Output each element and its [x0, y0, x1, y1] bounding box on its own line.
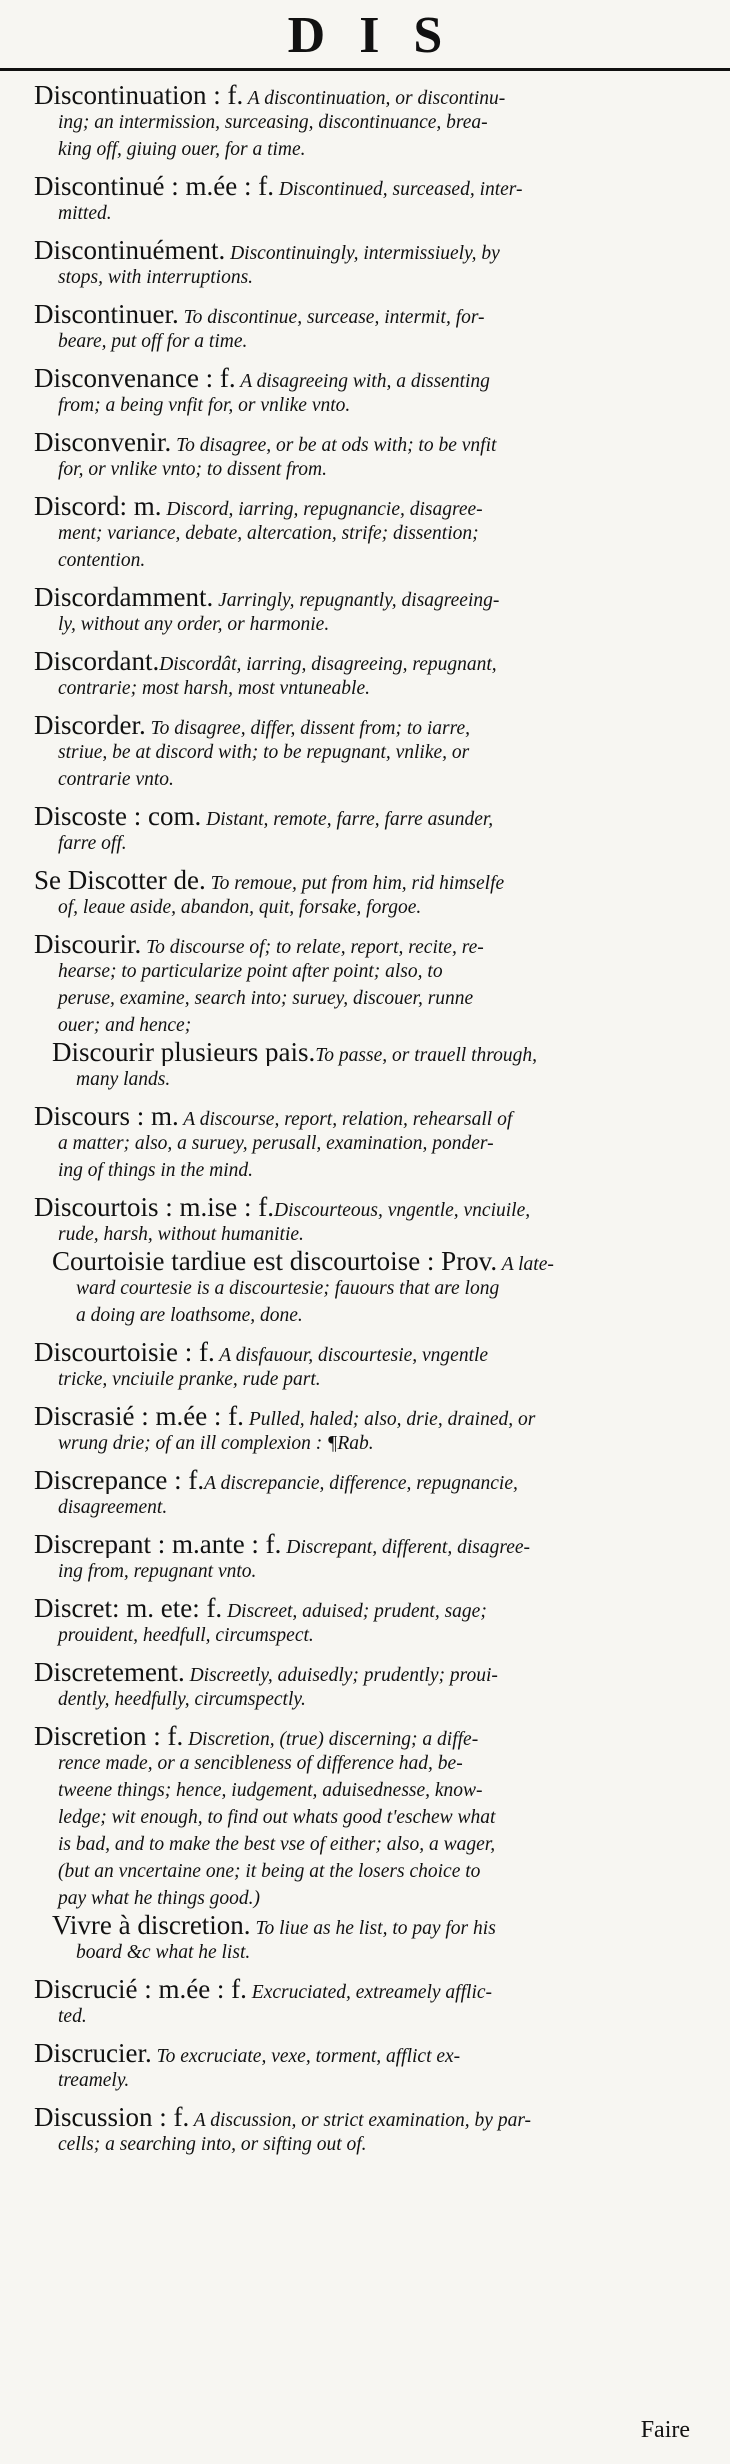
definition-text: A late- — [497, 1254, 554, 1275]
headword: Discussion : f. — [34, 2104, 190, 2131]
dictionary-entry — [34, 2040, 714, 2094]
headword: Discontinuément. — [34, 237, 226, 264]
entry-line — [34, 766, 714, 793]
definition-text: (but an vncertaine one; it being at the losers choice to — [58, 1861, 481, 1882]
definition-text: Distant, remote, farre, farre asunder, — [201, 809, 494, 830]
definition-text: is bad, and to make the best vse of either; also, a wager, — [58, 1834, 496, 1855]
definition-text: Discourteous, vngentle, vnciuile, — [273, 1200, 531, 1221]
definition-text: peruse, examine, search into; suruey, discouer, runne — [58, 988, 474, 1009]
header-rule — [0, 68, 730, 71]
entry-line — [34, 675, 714, 702]
headword: Discontinué : m.ée : f. — [34, 173, 274, 200]
entry-line — [34, 2003, 714, 2030]
definition-text: Discord, iarring, repugnancie, disagree- — [161, 499, 483, 520]
headword: Disconvenance : f. — [34, 365, 236, 392]
definition-text: contrarie vnto. — [58, 769, 174, 790]
definition-text: Excruciated, extreamely afflic- — [246, 1982, 493, 2003]
definition-text: Discontinuingly, intermissiuely, by — [225, 243, 500, 264]
dictionary-entry — [34, 2104, 714, 2158]
definition-text: king off, giuing ouer, for a time. — [58, 139, 306, 160]
headword: Discrasié : m.ée : f. — [34, 1403, 244, 1430]
definition-text: many lands. — [76, 1069, 171, 1090]
sub-entry — [52, 1248, 714, 1329]
headword: Courtoisie tardiue est discourtoise : Prov. — [52, 1248, 498, 1275]
entry-line — [34, 2104, 714, 2131]
dictionary-entry — [34, 1103, 714, 1184]
headword: Discontinuation : f. — [34, 82, 244, 109]
entry-line — [52, 1066, 714, 1093]
definition-text: tricke, vnciuile pranke, rude part. — [58, 1369, 321, 1390]
entry-line — [34, 611, 714, 638]
definition-text: ted. — [58, 2006, 87, 2027]
entry-line — [34, 1723, 714, 1750]
dictionary-entry — [34, 1723, 714, 1966]
entry-line — [34, 1686, 714, 1713]
definition-text: Discretion, (true) discerning; a diffe- — [183, 1729, 479, 1750]
dictionary-entry — [34, 173, 714, 227]
entry-line — [34, 1595, 714, 1622]
definition-text: rence made, or a sencibleness of difference had, be- — [58, 1753, 463, 1774]
entry-line — [34, 109, 714, 136]
definition-text: To disagree, or be at ods with; to be vnfit — [171, 435, 497, 456]
entry-line — [34, 1976, 714, 2003]
headword: Se Discotter de. — [34, 867, 206, 894]
entry-line — [52, 1302, 714, 1329]
entry-line — [52, 1275, 714, 1302]
definition-text: a matter; also, a suruey, perusall, examination, ponder- — [58, 1133, 494, 1154]
definition-text: Discreet, aduised; prudent, sage; — [222, 1601, 487, 1622]
entry-line — [34, 1221, 714, 1248]
entry-line — [52, 1912, 714, 1939]
headword: Discourir. — [34, 931, 142, 958]
definition-text: farre off. — [58, 833, 127, 854]
definition-text: of, leaue aside, abandon, quit, forsake, forgoe. — [58, 897, 422, 918]
headword: Discourtoisie : f. — [34, 1339, 215, 1366]
sub-entry — [52, 1039, 714, 1093]
entry-line — [34, 830, 714, 857]
entry-line — [34, 328, 714, 355]
entry-line — [34, 365, 714, 392]
definition-text: contrarie; most harsh, most vntuneable. — [58, 678, 370, 699]
entry-line — [34, 894, 714, 921]
entry-line — [34, 1750, 714, 1777]
definition-text: A disagreeing with, a dissenting — [235, 371, 490, 392]
definition-text: To passe, or trauell through, — [315, 1045, 537, 1066]
definition-text: mitted. — [58, 203, 112, 224]
definition-text: dently, heedfully, circumspectly. — [58, 1689, 306, 1710]
headword: Discrucier. — [34, 2040, 152, 2067]
dictionary-entry — [34, 1595, 714, 1649]
definition-text: A discontinuation, or discontinu- — [243, 88, 506, 109]
entry-line — [34, 2067, 714, 2094]
headword: Discret: m. ete: f. — [34, 1595, 223, 1622]
entry-line — [34, 1157, 714, 1184]
entry-line — [34, 200, 714, 227]
entry-line — [34, 2040, 714, 2067]
definition-text: ouer; and hence; — [58, 1015, 192, 1036]
headword: Discourtois : m.ise : f. — [34, 1194, 274, 1221]
entry-line — [34, 958, 714, 985]
dictionary-entry — [34, 301, 714, 355]
definition-text: ly, without any order, or harmonie. — [58, 614, 330, 635]
definition-text: Discrepant, different, disagree- — [281, 1537, 530, 1558]
entry-line — [34, 136, 714, 163]
entry-line — [52, 1039, 714, 1066]
entry-line — [34, 985, 714, 1012]
entry-line — [34, 1130, 714, 1157]
dictionary-entry — [34, 803, 714, 857]
definition-text: Jarringly, repugnantly, disagreeing- — [213, 590, 500, 611]
headword: Vivre à discretion. — [52, 1912, 251, 1939]
entry-line — [34, 456, 714, 483]
entry-line — [34, 803, 714, 830]
entry-line — [34, 584, 714, 611]
entry-line — [34, 867, 714, 894]
headword: Discontinuer. — [34, 301, 179, 328]
headword: Discours : m. — [34, 1103, 179, 1130]
entry-line — [34, 520, 714, 547]
definition-text: for, or vnlike vnto; to dissent from. — [58, 459, 328, 480]
dictionary-entry — [34, 931, 714, 1093]
entry-line — [52, 1939, 714, 1966]
definition-text: from; a being vnfit for, or vnlike vnto. — [58, 395, 351, 416]
entry-line — [34, 1012, 714, 1039]
entry-line — [34, 712, 714, 739]
dictionary-entry — [34, 1467, 714, 1521]
dictionary-entry — [34, 493, 714, 574]
page-header — [0, 0, 730, 70]
definition-text: pay what he things good.) — [58, 1888, 261, 1909]
headword: Discrepance : f. — [34, 1467, 205, 1494]
definition-text: To disagree, differ, dissent from; to iarre, — [145, 718, 471, 739]
definition-text: A discrepancie, difference, repugnancie, — [204, 1473, 518, 1494]
entry-line — [34, 1831, 714, 1858]
headword: Discord: m. — [34, 493, 162, 520]
entry-line — [34, 1430, 714, 1457]
dictionary-entry — [34, 1659, 714, 1713]
entry-line — [34, 493, 714, 520]
dictionary-entry — [34, 429, 714, 483]
definition-text: hearse; to particularize point after point; also, to — [58, 961, 443, 982]
entry-line — [34, 547, 714, 574]
definition-text: Discreetly, aduisedly; prudently; proui- — [184, 1665, 498, 1686]
definition-text: To liue as he list, to pay for his — [250, 1918, 496, 1939]
entry-line — [34, 1339, 714, 1366]
definition-text: ing from, repugnant vnto. — [58, 1561, 257, 1582]
entry-line — [34, 264, 714, 291]
entry-line — [34, 1858, 714, 1885]
definition-text: disagreement. — [58, 1497, 168, 1518]
entry-line — [34, 1467, 714, 1494]
definition-text: Discordât, iarring, disagreeing, repugnant, — [159, 654, 497, 675]
entry-line — [34, 392, 714, 419]
entry-line — [34, 1558, 714, 1585]
definition-text: board &c what he list. — [76, 1942, 251, 1963]
dictionary-entry — [34, 1531, 714, 1585]
definition-text: treamely. — [58, 2070, 130, 2091]
definition-text: a doing are loathsome, done. — [76, 1305, 303, 1326]
dictionary-entry — [34, 584, 714, 638]
entry-line — [34, 1659, 714, 1686]
dictionary-entries — [34, 82, 714, 2168]
dictionary-entry — [34, 365, 714, 419]
headword: Discordamment. — [34, 584, 214, 611]
dictionary-entry — [34, 648, 714, 702]
entry-line — [34, 173, 714, 200]
headword: Discoste : com. — [34, 803, 202, 830]
entry-line — [34, 1494, 714, 1521]
definition-text: To excruciate, vexe, torment, afflict ex- — [151, 2046, 461, 2067]
dictionary-entry — [34, 712, 714, 793]
definition-text: cells; a searching into, or sifting out of. — [58, 2134, 367, 2155]
definition-text: To discourse of; to relate, report, recite, re- — [141, 937, 484, 958]
entry-line — [34, 1885, 714, 1912]
dictionary-entry — [34, 82, 714, 163]
definition-text: wrung drie; of an ill complexion : ¶Rab. — [58, 1433, 374, 1454]
entry-line — [34, 931, 714, 958]
entry-line — [34, 1103, 714, 1130]
definition-text: A disfauour, discourtesie, vngentle — [214, 1345, 489, 1366]
entry-line — [34, 1804, 714, 1831]
definition-text: Discontinued, surceased, inter- — [273, 179, 523, 200]
definition-text: stops, with interruptions. — [58, 267, 254, 288]
dictionary-entry — [34, 1976, 714, 2030]
entry-line — [34, 2131, 714, 2158]
page-title: DIS — [287, 7, 477, 64]
headword: Discourir plusieurs pais. — [52, 1039, 316, 1066]
definition-text: striue, be at discord with; to be repugnant, vnlike, or — [58, 742, 470, 763]
entry-line — [34, 1194, 714, 1221]
headword: Discretion : f. — [34, 1723, 184, 1750]
definition-text: ing; an intermission, surceasing, discontinuance, brea- — [58, 112, 488, 133]
headword: Discrucié : m.ée : f. — [34, 1976, 247, 2003]
definition-text: To remoue, put from him, rid himselfe — [205, 873, 505, 894]
headword: Discrepant : m.ante : f. — [34, 1531, 282, 1558]
dictionary-entry — [34, 237, 714, 291]
entry-line — [34, 1531, 714, 1558]
entry-line — [34, 301, 714, 328]
dictionary-entry — [34, 1403, 714, 1457]
definition-text: ledge; wit enough, to find out whats good t'eschew what — [58, 1807, 496, 1828]
headword: Disconvenir. — [34, 429, 172, 456]
definition-text: tweene things; hence, iudgement, aduisednesse, know- — [58, 1780, 483, 1801]
entry-line — [34, 429, 714, 456]
definition-text: A discourse, report, relation, rehearsall of — [178, 1109, 513, 1130]
definition-text: ward courtesie is a discourtesie; fauours that are long — [76, 1278, 500, 1299]
definition-text: beare, put off for a time. — [58, 331, 248, 352]
entry-line — [34, 1366, 714, 1393]
definition-text: contention. — [58, 550, 146, 571]
definition-text: ment; variance, debate, altercation, strife; dissention; — [58, 523, 479, 544]
sub-entry — [52, 1912, 714, 1966]
entry-line — [34, 237, 714, 264]
entry-line — [34, 1403, 714, 1430]
entry-line — [52, 1248, 714, 1275]
catchword: Faire — [640, 2417, 690, 2443]
entry-line — [34, 1622, 714, 1649]
headword: Discretement. — [34, 1659, 185, 1686]
definition-text: rude, harsh, without humanitie. — [58, 1224, 304, 1245]
entry-line — [34, 1777, 714, 1804]
headword: Discorder. — [34, 712, 146, 739]
entry-line — [34, 82, 714, 109]
definition-text: prouident, heedfull, circumspect. — [58, 1625, 314, 1646]
entry-line — [34, 648, 714, 675]
entry-line — [34, 739, 714, 766]
definition-text: ing of things in the mind. — [58, 1160, 253, 1181]
dictionary-entry — [34, 1194, 714, 1329]
headword: Discordant. — [34, 648, 160, 675]
definition-text: Pulled, haled; also, drie, drained, or — [243, 1409, 536, 1430]
dictionary-entry — [34, 867, 714, 921]
definition-text: To discontinue, surcease, intermit, for- — [178, 307, 485, 328]
definition-text: A discussion, or strict examination, by par- — [189, 2110, 532, 2131]
dictionary-entry — [34, 1339, 714, 1393]
